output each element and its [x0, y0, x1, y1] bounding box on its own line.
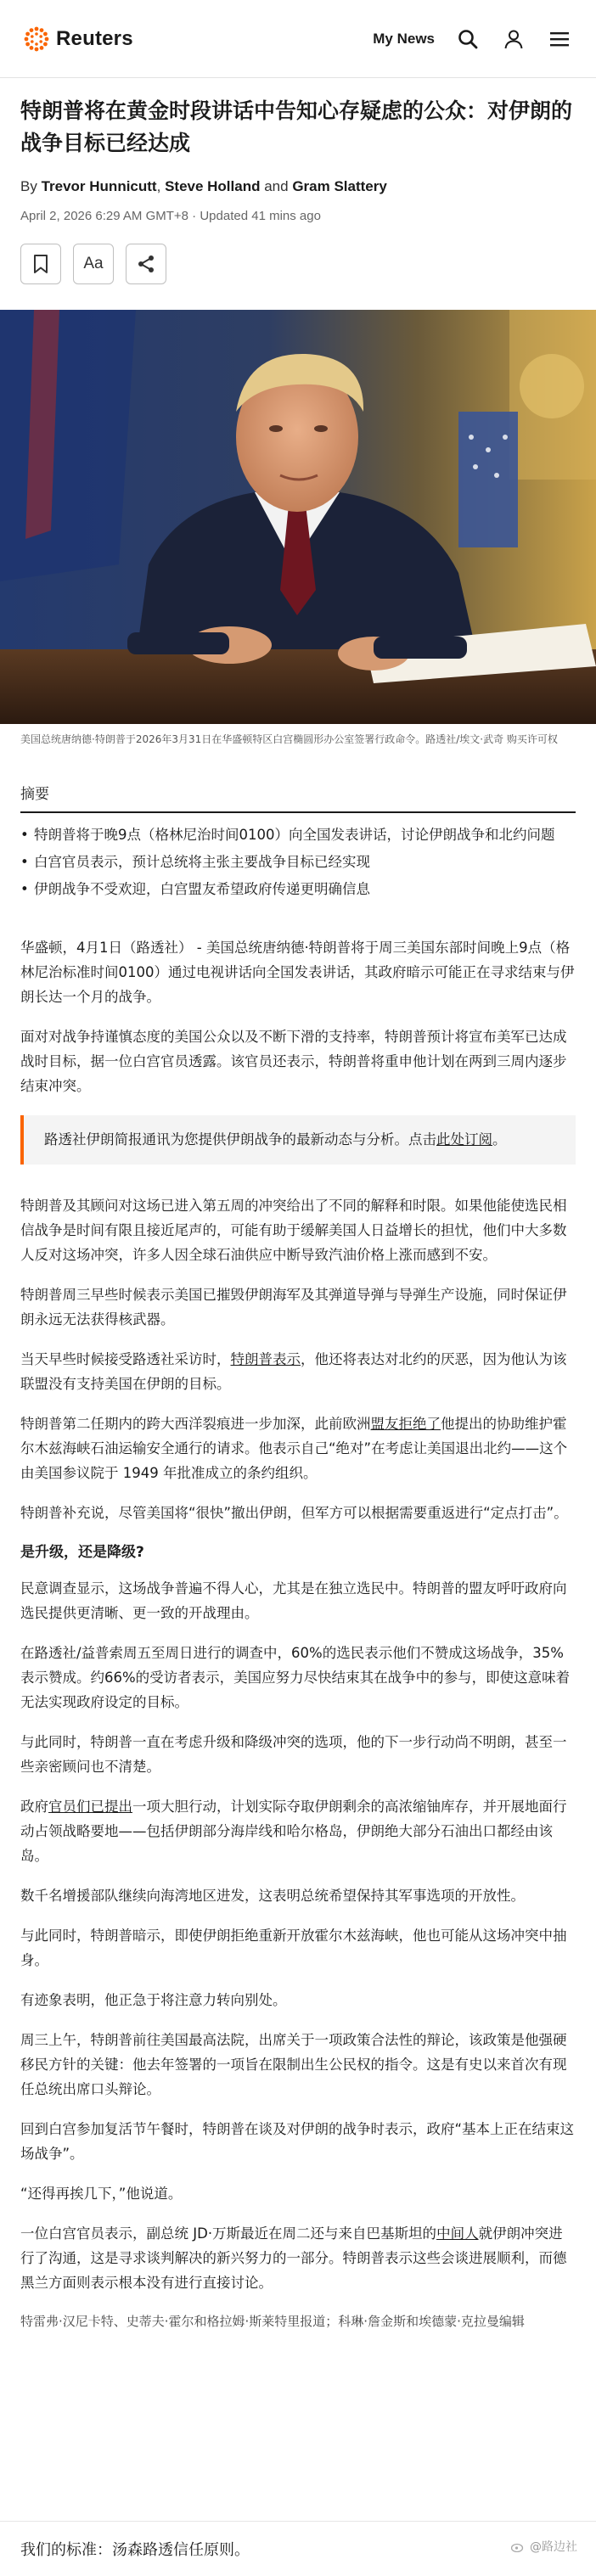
author-separator: ,: [156, 178, 161, 194]
trust-principles-link[interactable]: 我们的标准：汤森路透信任原则。: [20, 2541, 250, 2559]
paragraph: 数千名增援部队继续向海湾地区进发，这表明总统希望保持其军事选项的开放性。: [20, 1888, 525, 1904]
summary-box: [0, 782, 596, 901]
paragraph: 特朗普周三早些时候表示美国已摧毁伊朗海军及其弹道导弹与导弹生产设施，同时保证伊朗永远无法获得核武器。: [20, 1287, 567, 1327]
share-icon: [136, 254, 156, 274]
paragraph: “还得再挨几下，”他说道。: [20, 2186, 183, 2202]
paragraph: 有迹象表明，他正急于将注意力转向别处。: [20, 1992, 287, 2008]
paragraph: 回到白宫参加复活节午餐时，特朗普在谈及对伊朗的战争时表示，政府“基本上正在结束这场战争”。: [20, 2121, 575, 2162]
menu-icon[interactable]: [547, 26, 572, 52]
bookmark-icon: [32, 254, 49, 274]
inline-link[interactable]: 盟友拒绝了: [370, 1416, 441, 1432]
promo-text: 路透社伊朗简报通讯为您提供伊朗战争的最新动态与分析。点击: [44, 1131, 436, 1148]
paragraph: 特朗普补充说，尽管美国将“很快”撤出伊朗，但军方可以根据需要重返进行“定点打击”。: [20, 1505, 568, 1521]
paragraph-text: 一项大胆行动，计划实际夺取伊朗剩余的高浓缩铀库存，并开展地面行动占领战略要地——包括伊朗部分海岸线和哈尔格岛，伊朗绝大部分石油出口都经由该岛。: [20, 1799, 567, 1864]
inline-link[interactable]: 官员们已提出: [48, 1799, 132, 1815]
article-headline: 特朗普将在黄金时段讲话中告知心存疑虑的公众：对伊朗的战争目标已经达成: [20, 98, 573, 155]
subscribe-link[interactable]: 此处订阅: [436, 1131, 492, 1148]
author-link[interactable]: Trevor Hunnicutt: [41, 178, 157, 194]
paragraph: [20, 1347, 576, 1396]
paragraph: 民意调查显示，这场战争普遍不得人心，尤其是在独立选民中。特朗普的盟友呼吁政府向选民提供更清晰、更一致的开战理由。: [20, 1580, 567, 1621]
inline-link[interactable]: 中间人: [436, 2225, 479, 2242]
reuters-logo-mark-icon: [24, 26, 49, 52]
author-link[interactable]: Gram Slattery: [292, 178, 387, 194]
paragraph: 在路透社/益普索周五至周日进行的调查中，60%的选民表示他们不赞成这场战争，35%表示赞成。约66%的受访者表示，美国应努力尽快结束其在战争中的参与，即使这意味着无法实现政府设定的目标。: [20, 1645, 571, 1710]
my-news-link[interactable]: My News: [373, 30, 435, 47]
text-size-button[interactable]: [73, 244, 114, 284]
text-size-label: Aa: [83, 255, 104, 272]
newsletter-promo: [20, 1115, 576, 1165]
paragraph: [20, 1794, 576, 1868]
paragraph: 周三上午，特朗普前往美国最高法院，出席关于一项政策合法性的辩论，该政策是他强硬移民方针的关键：他去年签署的一项旨在限制出生公民权的指令。这是有史以来首次有现任总统出席口头辩论。: [20, 2032, 567, 2097]
brand-name: Reuters: [56, 26, 133, 50]
summary-list: [0, 813, 596, 901]
paragraph: 特朗普及其顾问对这场已进入第五周的冲突给出了不同的解释和时限。如果他能使选民相信战争是时间有限且接近尾声的，可能有助于缓解美国人日益增长的担忧，他们中大多数人反对这场冲突，许多人因全球石油供应中断导致汽油价格上涨而感到不安。: [20, 1198, 567, 1263]
footer-divider: [0, 2521, 596, 2522]
paragraph-text: ，他还将表达对北约的厌恶，因为他认为该联盟没有支持美国在伊朗的目标。: [20, 1351, 567, 1392]
article-dateline: April 2, 2026 6:29 AM GMT+8 · Updated 41 mins ago: [20, 209, 321, 223]
article-photo[interactable]: [0, 310, 596, 724]
paragraph: 华盛顿，4月1日（路透社） - 美国总统唐纳德·特朗普将于周三美国东部时间晚上9点（格林尼治标准时间0100）通过电视讲话向全国发表讲话，其政府暗示可能正在寻求结束与伊朗长达一个月的战争。: [20, 940, 575, 1005]
promo-end: 。: [492, 1131, 507, 1148]
section-subheading: 是升级，还是降级?: [20, 1544, 144, 1561]
reporting-credit: 特雷弗·汉尼卡特、史蒂夫·霍尔和格拉姆·斯莱特里报道；科琳·詹金斯和埃德蒙·克拉曼编辑: [20, 2314, 525, 2329]
watermark: [511, 2538, 577, 2555]
summary-title: 摘要: [20, 786, 49, 803]
search-icon[interactable]: [455, 26, 481, 52]
paragraph-text: 他提出的协助维护霍尔木兹海峡石油运输安全通行的请求。他表示自己“绝对”在考虑让美国退出北约——这个由美国参议院于 1949 年批准成立的条约组织。: [20, 1416, 568, 1481]
article-body-continued: [0, 1193, 596, 2332]
bookmark-button[interactable]: [20, 244, 61, 284]
paragraph-text: 当天早些时候接受路透社采访时，: [20, 1351, 231, 1367]
summary-item: • 伊朗战争不受欢迎，白宫盟友希望政府传递更明确信息: [20, 878, 576, 901]
paragraph-text: 一位白宫官员表示，副总统 JD·万斯最近在周二还与来自巴基斯坦的: [20, 2225, 437, 2242]
photo-caption: 美国总统唐纳德·特朗普于2026年3月31日在华盛顿特区白宫椭圆形办公室签署行政命令。路透社/埃文·武奇 购买许可权: [20, 733, 558, 745]
byline: [0, 178, 596, 195]
paragraph-text: 就伊朗冲突进行了沟通，这是寻求谈判解决的新兴努力的一部分。特朗普表示这些会谈进展顺利，而德黑兰方面则表示根本没有进行直接讨论。: [20, 2225, 567, 2291]
paragraph: 与此同时，特朗普暗示，即使伊朗拒绝重新开放霍尔木兹海峡，他也可能从这场冲突中抽身。: [20, 1928, 567, 1968]
summary-item: • 白宫官员表示，预计总统将主张主要战争目标已经实现: [20, 850, 576, 874]
article-body: [0, 935, 596, 1098]
site-header: [0, 0, 596, 78]
paragraph-text: 政府: [20, 1799, 48, 1815]
paragraph: 面对对战争持谨慎态度的美国公众以及不断下滑的支持率，特朗普预计将宣布美军已达成战时目标，据一位白宫官员透露。该官员还表示，特朗普将重申他计划在两到三周内逐步结束冲突。: [20, 1029, 567, 1094]
paragraph: [20, 1411, 576, 1485]
paragraph: 与此同时，特朗普一直在考虑升级和降级冲突的选项，他的下一步行动尚不明朗，甚至一些亲密顾问也不清楚。: [20, 1734, 567, 1775]
article-tools: [0, 244, 596, 284]
summary-item: • 特朗普将于晚9点（格林尼治时间0100）向全国发表讲话，讨论伊朗战争和北约问题: [20, 823, 576, 847]
byline-prefix: By: [20, 178, 37, 194]
author-and: and: [264, 178, 289, 194]
share-button[interactable]: [126, 244, 166, 284]
account-icon[interactable]: [501, 26, 526, 52]
author-link[interactable]: Steve Holland: [165, 178, 261, 194]
paragraph: [20, 2221, 576, 2295]
inline-link[interactable]: 特朗普表示: [230, 1351, 301, 1367]
reuters-logo[interactable]: [24, 26, 133, 52]
watermark-text: @路边社: [530, 2540, 577, 2554]
weibo-icon: [511, 2540, 525, 2552]
paragraph-text: 特朗普第二任期内的跨大西洋裂痕进一步加深，此前欧洲: [20, 1416, 371, 1432]
